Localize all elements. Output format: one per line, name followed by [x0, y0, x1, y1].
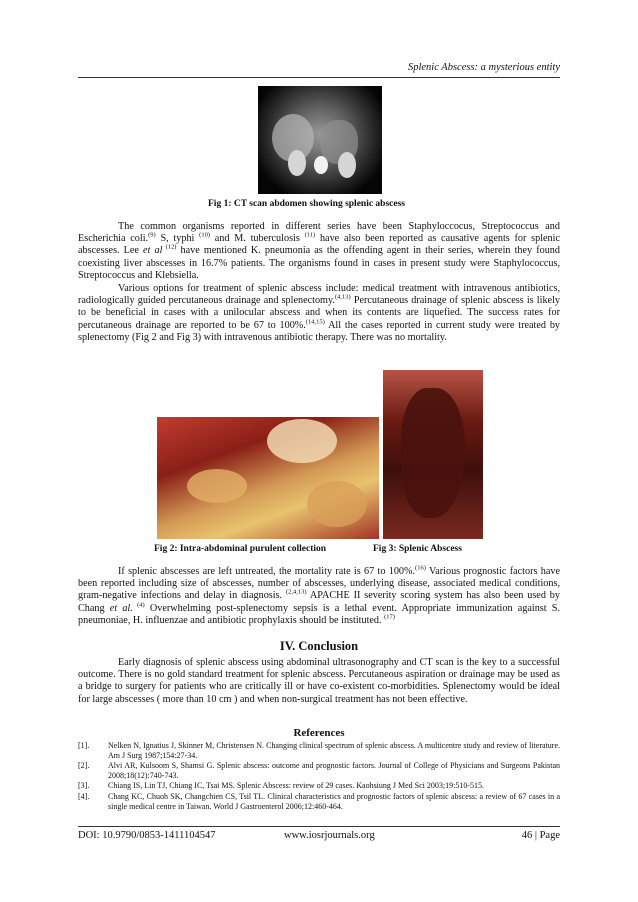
- reference-text: Nelken N, Ignatius J, Skinner M, Christensen N. Changing clinical spectrum of splenic abscess. A multicentre study and review of literature. Am J Surg 1987;154:27-34.: [108, 741, 560, 760]
- reference-text: Chiang IS, Lin TJ, Chiang IC, Tsai MS. Splenic Abscess: review of 29 cases. Kaohsiung J Med Sci 2003;19:510-515.: [108, 781, 485, 790]
- splenic-abscess-photo: [383, 370, 483, 539]
- citation: (10): [199, 231, 210, 239]
- text-span: Overwhelming post-splenectomy sepsis is a lethal event. Appropriate immunization against S. pneumoniae, H. influenzae and antibiotic prophylaxis should be instituted.: [78, 602, 560, 626]
- photo-spleen-shape: [401, 388, 465, 518]
- paragraph-treatment-options: [78, 283, 560, 344]
- ct-kidney-shape: [338, 152, 356, 178]
- text-span: Percutaneous drainage of splenic abscess is likely to be beneficial in cases with a unilocular abscess and when its contents are liquefied. The success rates for percutaneous drainage are reported to be 67 to 100%.: [78, 295, 560, 331]
- citation: (2,4,13): [285, 589, 307, 597]
- paragraph-organisms: [78, 221, 560, 282]
- citation: (9): [148, 231, 156, 239]
- footer-doi: DOI: 10.9790/0853-1411104547: [78, 830, 216, 841]
- fig2-caption: Fig 2: Intra-abdominal purulent collection: [154, 544, 327, 554]
- photo-tissue-shape: [187, 469, 247, 503]
- reference-number: [1].: [78, 741, 90, 750]
- citation: (16): [415, 564, 426, 572]
- section-heading-conclusion: IV. Conclusion: [279, 639, 359, 653]
- section-heading-references: References: [293, 727, 345, 739]
- reference-number: [3].: [78, 781, 90, 790]
- text-span: S, typhi: [155, 233, 200, 245]
- footer-website: www.iosrjournals.org: [284, 830, 375, 841]
- text-span: Various options for treatment of splenic abscess include: medical treatment with intravenous antibiotics, radiologically guided percutaneous drainage and splenectomy.: [78, 283, 560, 307]
- footer-divider: [78, 826, 560, 827]
- citation: (11): [304, 231, 316, 239]
- ct-kidney-shape: [288, 150, 306, 176]
- header-divider: [78, 77, 560, 78]
- italic-text: et al: [143, 245, 163, 257]
- text-span: Various prognostic factors have been reported including size of abscesses, number of abscesses, underlying disease, associated medical conditions, gram-negative infections and delay in diagnosis.: [78, 566, 560, 602]
- running-header-title: Splenic Abscess: a mysterious entity: [407, 62, 560, 73]
- paragraph-prognosis: [78, 566, 560, 627]
- text-span: have also been reported as causative agents for splenic abscesses. Lee: [78, 233, 561, 257]
- fig1-caption: Fig 1: CT scan abdomen showing splenic abscess: [208, 199, 405, 209]
- text-span: APACHE II severity scoring system has also been used by Chang: [78, 590, 560, 614]
- reference-number: [4].: [78, 792, 90, 801]
- citation: (12): [162, 244, 177, 252]
- citation: (14,15): [305, 318, 325, 326]
- citation: (4): [132, 601, 145, 609]
- text-span: All the cases reported in current study were treated by splenectomy (Fig 2 and Fig 3) with intravenous antibiotic therapy. There was no mortality.: [78, 319, 561, 343]
- citation: (4,13): [334, 293, 351, 301]
- italic-text: et al.: [109, 602, 133, 614]
- ct-spine-shape: [314, 156, 328, 174]
- reference-item: [78, 792, 560, 812]
- reference-text: Alvi AR, Kulsoom S, Shamsi G. Splenic abscess: outcome and prognostic factors. Journal of College of Physicians and Surgeons Pakistan 2008;18(12):740-743.: [108, 761, 560, 780]
- intra-abdominal-collection-photo: [157, 417, 379, 539]
- reference-item: [78, 781, 560, 791]
- paragraph-conclusion: Early diagnosis of splenic abscess using abdominal ultrasonography and CT scan is the key to a successful outcome. There is no gold standard treatment for splenic abscess. Percutaneous aspiration or drainage may be used as a bridge to surgery for patients who are critically ill or have co-existent co-morbidities. Splenectomy would be ideal for large abscesses ( more than 10 cm ) and when non-surgical treatment has not been effective.: [78, 657, 560, 705]
- text-span: If splenic abscesses are left untreated, the mortality rate is 67 to 100%.: [118, 566, 416, 577]
- footer-page-number: 46 | Page: [521, 830, 560, 841]
- photo-tissue-shape: [307, 481, 367, 527]
- citation: (17): [384, 613, 395, 621]
- reference-item: [78, 741, 560, 761]
- photo-tissue-shape: [267, 419, 337, 463]
- text-span: and M. tuberculosis: [210, 233, 305, 245]
- text-span: The common organisms reported in different series have been Staphyloccocus, Streptococcus and Escherichia coli.: [78, 221, 560, 245]
- reference-text: Chang KC, Chuoh SK, Changchien CS, Tsil TL. Clinical characteristics and prognostic factors of splenic abscess: a review of 67 cases in a single medical centre in Taiwan. World J Gastroenterol 2006;12:460-464.: [108, 792, 560, 811]
- text-span: have mentioned K. pneumonia as the offending agent in their series, wherein they found coexisting liver abscesses in 16.7% patients. The organisms found in cases in present study were Staphylococcus, Streptococcus and Klebsiella.: [78, 245, 560, 281]
- reference-item: [78, 761, 560, 781]
- fig3-caption: Fig 3: Splenic Abscess: [373, 544, 462, 554]
- ct-scan-image: [258, 86, 382, 194]
- reference-number: [2].: [78, 761, 90, 770]
